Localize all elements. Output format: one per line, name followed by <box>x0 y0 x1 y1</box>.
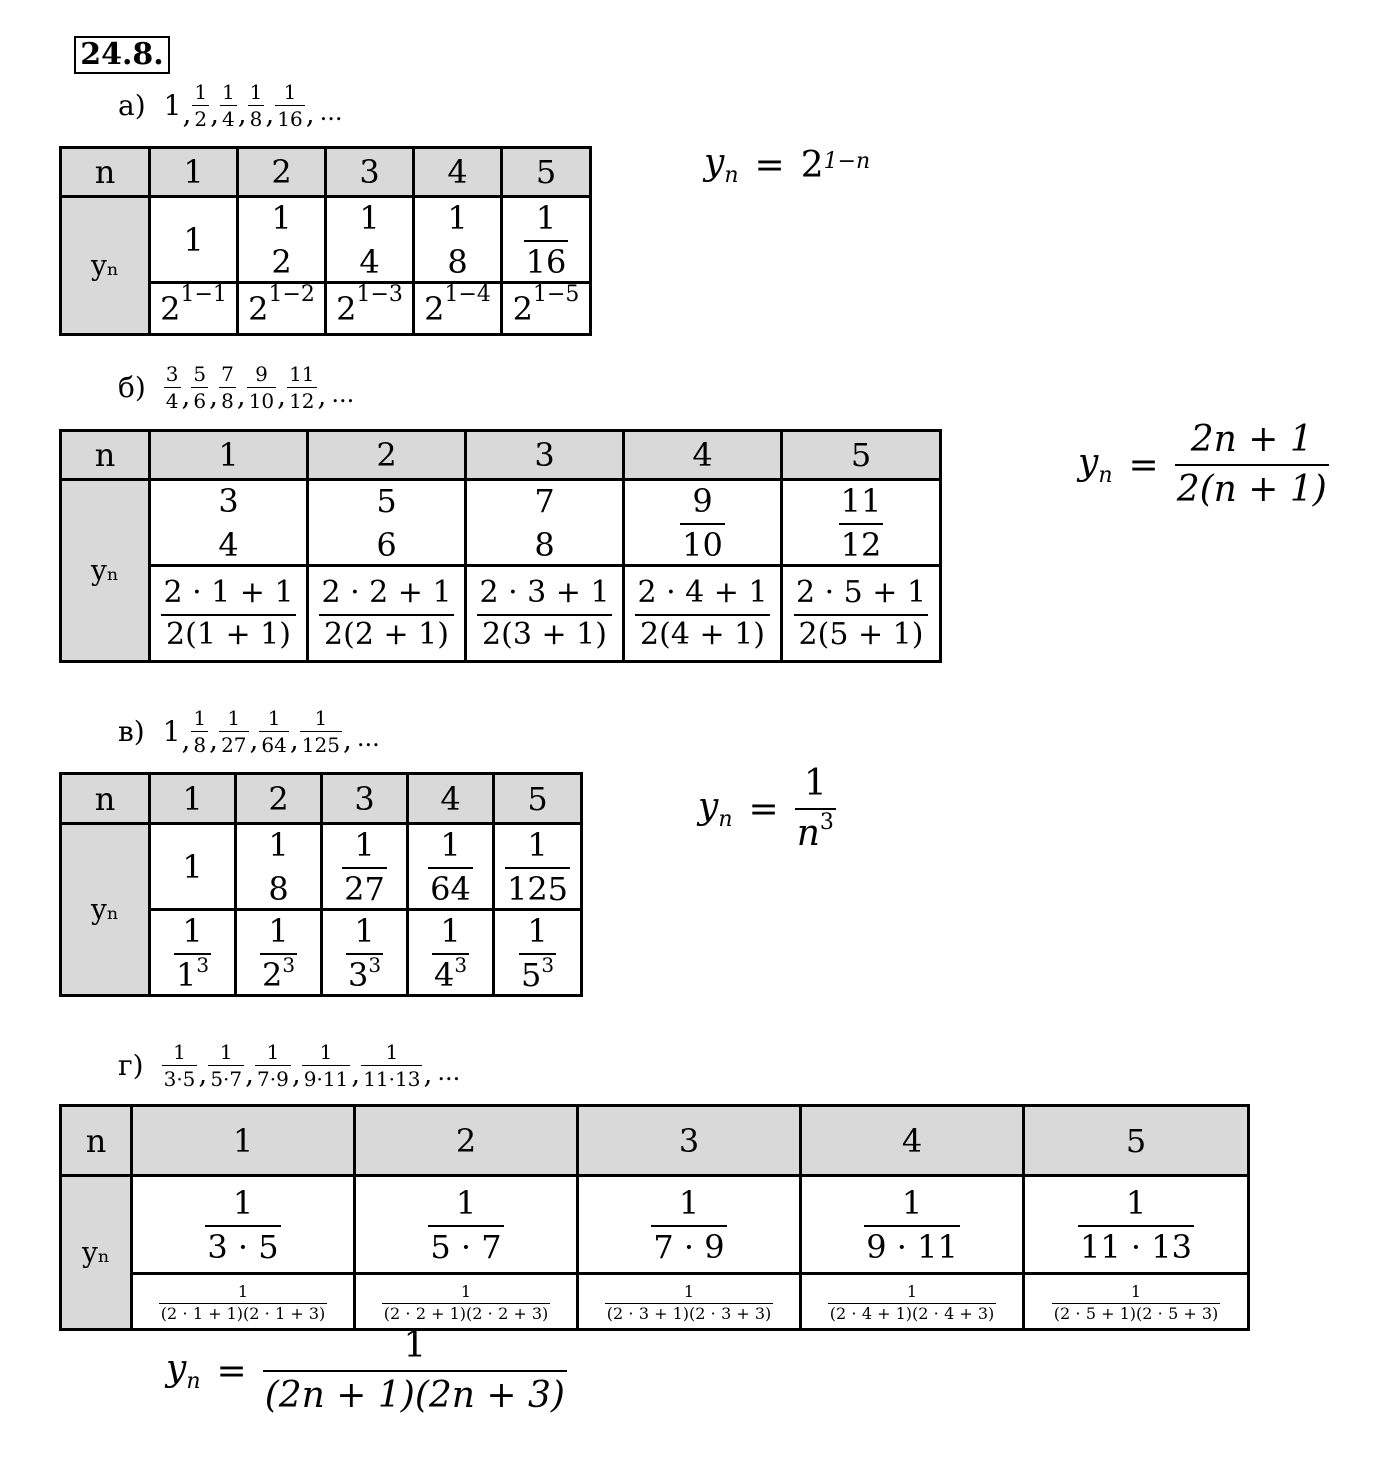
n-value: 1 <box>150 431 308 480</box>
term: $\frac{1}{2}$ <box>194 80 208 131</box>
formula-b: $y_n$ = $\frac{2n + 1}{2(n + 1)}$ <box>1078 419 1327 510</box>
n-value: 3 <box>322 774 408 824</box>
y-label: yₙ <box>61 480 150 662</box>
value-cell: $\frac{1}{9 \cdot 11}$ <box>801 1176 1024 1274</box>
part-letter: г) <box>118 1049 144 1082</box>
n-value: 1 <box>150 774 236 824</box>
value-cell: 1 <box>150 197 238 283</box>
term: $\frac{1}{5\cdot 7}$ <box>210 1040 243 1091</box>
form-cell: $2^{1-2}$ <box>238 283 326 335</box>
value-cell: $\frac{1}{11 \cdot 13}$ <box>1024 1176 1249 1274</box>
form-cell: $\frac{2 \cdot 1 + 1}{2(1 + 1)}$ <box>150 566 308 662</box>
value-cell: 1 2 <box>238 197 326 283</box>
term: $\frac{1}{9\cdot 11}$ <box>303 1040 349 1091</box>
form-cell: $\frac{1}{(2 \cdot 3 + 1)(2 \cdot 3 + 3)}$ <box>578 1274 801 1330</box>
form-cell: $2^{1-3}$ <box>326 283 414 335</box>
n-label: n <box>61 148 150 197</box>
sequence-b: б) $\frac{3}{4}$ , $\frac{5}{6}$ , $\frac{7}{8}$ , $\frac{9}{10}$ , $\frac{11}{12}$ , ... <box>118 362 355 413</box>
form-cell: $\frac{2 \cdot 2 + 1}{2(2 + 1)}$ <box>308 566 466 662</box>
form-cell: $\frac{2 \cdot 4 + 1}{2(4 + 1)}$ <box>624 566 782 662</box>
n-value: 3 <box>578 1106 801 1176</box>
form-cell: $2^{1-5}$ <box>502 283 591 335</box>
n-label: n <box>61 431 150 480</box>
sequence-g: г) $\frac{1}{3\cdot 5}$ , $\frac{1}{5\cdot 7}$ , $\frac{1}{7\cdot 9}$ , $\frac{1}{9\cdot 11}$ , $\frac{1}{11\cdot 13}$ , ... <box>118 1040 461 1091</box>
form-cell: $2^{1-1}$ <box>150 283 238 335</box>
value-cell: $\frac{1}{3 \cdot 5}$ <box>132 1176 355 1274</box>
n-value: 2 <box>355 1106 578 1176</box>
n-label: n <box>61 1106 132 1176</box>
value-cell: 3 4 <box>150 480 308 566</box>
form-cell: $\frac{1}{1^3}$ <box>150 910 236 996</box>
n-value: 3 <box>326 148 414 197</box>
value-cell: $\frac{1}{27}$ <box>322 824 408 910</box>
form-cell: $\frac{1}{2^3}$ <box>236 910 322 996</box>
y-label: yₙ <box>61 1176 132 1330</box>
form-cell: $\frac{1}{4^3}$ <box>408 910 494 996</box>
term: $\frac{1}{125}$ <box>301 706 340 757</box>
n-value: 5 <box>494 774 582 824</box>
term: $\frac{1}{3\cdot 5}$ <box>163 1040 196 1091</box>
value-cell: 1 8 <box>236 824 322 910</box>
n-value: 5 <box>502 148 591 197</box>
n-value: 3 <box>466 431 624 480</box>
value-cell: 1 8 <box>414 197 502 283</box>
n-value: 2 <box>236 774 322 824</box>
value-cell: $\frac{1}{16}$ <box>502 197 591 283</box>
n-value: 4 <box>801 1106 1024 1176</box>
table-b <box>59 429 942 663</box>
form-cell: $\frac{1}{(2 \cdot 5 + 1)(2 \cdot 5 + 3)}$ <box>1024 1274 1249 1330</box>
n-value: 2 <box>238 148 326 197</box>
form-cell: $\frac{1}{3^3}$ <box>322 910 408 996</box>
term: $\frac{1}{8}$ <box>193 706 207 757</box>
value-cell: $\frac{1}{125}$ <box>494 824 582 910</box>
form-cell: $\frac{1}{5^3}$ <box>494 910 582 996</box>
n-value: 4 <box>624 431 782 480</box>
term: $\frac{1}{16}$ <box>277 80 303 131</box>
n-value: 5 <box>1024 1106 1249 1176</box>
term: $\frac{5}{6}$ <box>193 362 207 413</box>
form-cell: $\frac{2 \cdot 5 + 1}{2(5 + 1)}$ <box>782 566 941 662</box>
part-letter: в) <box>118 715 145 748</box>
n-value: 1 <box>150 148 238 197</box>
form-cell: $\frac{1}{(2 \cdot 1 + 1)(2 \cdot 1 + 3)}$ <box>132 1274 355 1330</box>
value-cell: 1 <box>150 824 236 910</box>
formula-g: $y_n$ = $\frac{1}{(2n + 1)(2n + 3)}$ <box>166 1325 565 1416</box>
sequence-a: а) 1 , $\frac{1}{2}$ , $\frac{1}{4}$ , $\frac{1}{8}$ , $\frac{1}{16}$ , ... <box>118 80 343 131</box>
problem-number: 24.8. <box>74 36 170 74</box>
n-value: 4 <box>414 148 502 197</box>
term: $\frac{1}{11\cdot 13}$ <box>363 1040 421 1091</box>
table-a <box>59 146 592 336</box>
term: $\frac{11}{12}$ <box>289 362 315 413</box>
term: $\frac{7}{8}$ <box>221 362 234 413</box>
form-cell: $2^{1-4}$ <box>414 283 502 335</box>
value-cell: $\frac{11}{12}$ <box>782 480 941 566</box>
sequence-v: в) 1 , $\frac{1}{8}$ , $\frac{1}{27}$ , $\frac{1}{64}$ , $\frac{1}{125}$ , ... <box>118 706 380 757</box>
term: $\frac{3}{4}$ <box>165 362 179 413</box>
value-cell: $\frac{1}{7 \cdot 9}$ <box>578 1176 801 1274</box>
term: 1 <box>162 715 181 748</box>
term: $\frac{1}{7\cdot 9}$ <box>257 1040 289 1091</box>
n-value: 1 <box>132 1106 355 1176</box>
y-label: yₙ <box>61 197 150 335</box>
value-cell: $\frac{9}{10}$ <box>624 480 782 566</box>
formula-v: $y_n$ = $\frac{1}{n^3}$ <box>698 763 834 854</box>
n-label: n <box>61 774 150 824</box>
form-cell: $\frac{2 \cdot 3 + 1}{2(3 + 1)}$ <box>466 566 624 662</box>
value-cell: $\frac{1}{64}$ <box>408 824 494 910</box>
form-cell: $\frac{1}{(2 \cdot 2 + 1)(2 \cdot 2 + 3)}$ <box>355 1274 578 1330</box>
form-cell: $\frac{1}{(2 \cdot 4 + 1)(2 \cdot 4 + 3)}$ <box>801 1274 1024 1330</box>
term: $\frac{1}{4}$ <box>222 80 235 131</box>
value-cell: 5 6 <box>308 480 466 566</box>
term: $\frac{1}{64}$ <box>261 706 287 757</box>
value-cell: 7 8 <box>466 480 624 566</box>
value-cell: 1 4 <box>326 197 414 283</box>
part-letter: а) <box>118 89 146 122</box>
y-label: yₙ <box>61 824 150 996</box>
part-letter: б) <box>118 371 146 404</box>
formula-a: $y_n$ = 2 1−n <box>704 142 871 189</box>
n-value: 5 <box>782 431 941 480</box>
term: $\frac{9}{10}$ <box>248 362 275 413</box>
term: $\frac{1}{27}$ <box>221 706 247 757</box>
table-g <box>59 1104 1250 1331</box>
n-value: 4 <box>408 774 494 824</box>
term: 1 <box>163 89 182 122</box>
term: $\frac{1}{8}$ <box>249 80 263 131</box>
value-cell: $\frac{1}{5 \cdot 7}$ <box>355 1176 578 1274</box>
table-v <box>59 772 583 997</box>
n-value: 2 <box>308 431 466 480</box>
